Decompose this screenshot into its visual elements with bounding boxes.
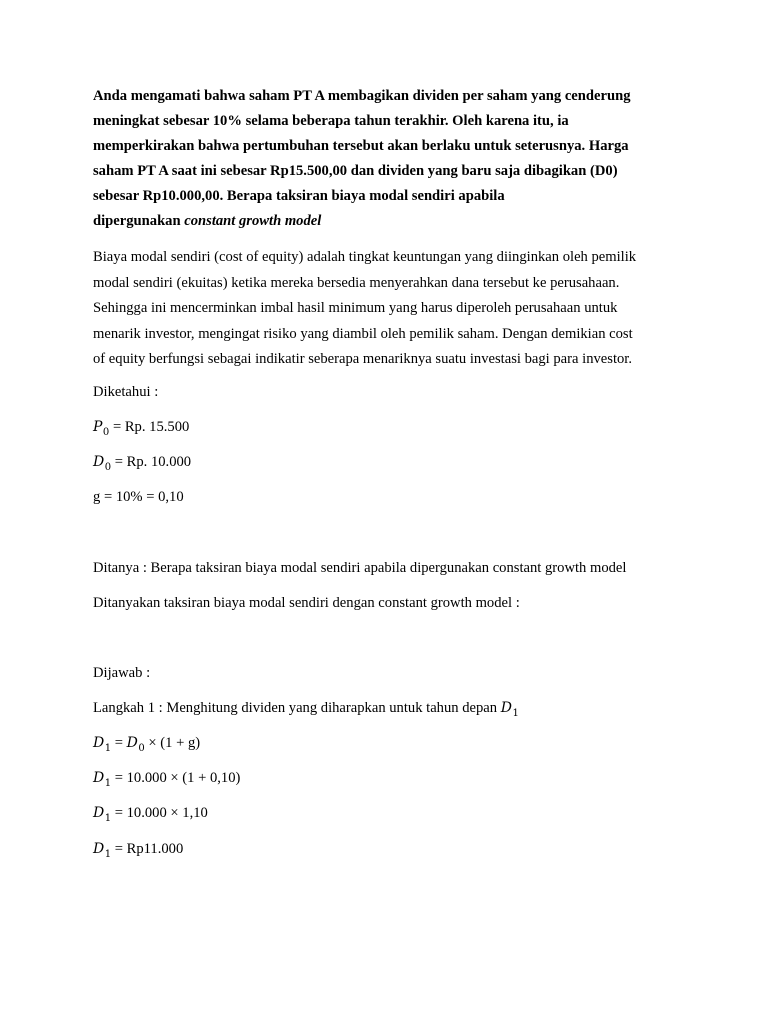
- p0-var: P: [93, 419, 103, 435]
- eq4-var: D: [93, 841, 105, 857]
- question-line: memperkirakan bahwa pertumbuhan tersebut akan berlaku untuk seterusnya. Harga: [93, 138, 629, 154]
- question-last-prefix: dipergunakan: [93, 213, 181, 229]
- equation-4: [93, 839, 183, 861]
- eq3-rest: = 10.000 × 1,10: [111, 805, 208, 821]
- eq2-var: D: [93, 770, 105, 786]
- p0-value: = Rp. 15.500: [109, 419, 190, 435]
- explanation-line: modal sendiri (ekuitas) ketika mereka bersedia menyerahkan dana tersebut ke perusahaan.: [93, 274, 620, 291]
- explanation-line: Sehingga ini mencerminkan imbal hasil minimum yang harus diperoleh perusahaan untuk: [93, 300, 618, 316]
- eq1-sub2: 0: [138, 743, 145, 754]
- explanation-paragraph: [93, 245, 683, 373]
- equation-3: [93, 803, 208, 825]
- d0-var: D: [93, 454, 105, 470]
- eq4-rest: = Rp11.000: [111, 841, 184, 857]
- p0-sub: 0: [102, 427, 110, 438]
- question-line: sebesar Rp10.000,00. Berapa taksiran biaya modal sendiri apabila: [93, 188, 505, 204]
- explanation-line: Biaya modal sendiri (cost of equity) adalah tingkat keuntungan yang diinginkan oleh pemilik: [93, 249, 637, 265]
- eq1-var1: D: [93, 735, 105, 751]
- eq3-var: D: [93, 805, 105, 821]
- equation-2: [93, 768, 240, 790]
- known-p0: [93, 417, 189, 439]
- equation-1: [93, 733, 200, 755]
- question-line-last: [93, 209, 673, 234]
- answer-label: Dijawab :: [93, 665, 151, 681]
- d0-value: = Rp. 10.000: [111, 454, 192, 470]
- step1-line: [93, 698, 519, 720]
- question-paragraph: [93, 84, 673, 234]
- d0-sub: 0: [104, 462, 112, 473]
- step1-var: D: [500, 700, 512, 716]
- eq4-sub: 1: [104, 849, 112, 860]
- eq3-sub: 1: [104, 813, 112, 824]
- eq1-var2: D: [126, 735, 138, 751]
- explanation-line: menarik investor, mengingat risiko yang diambil oleh pemilik saham. Dengan demikian cost: [93, 325, 633, 342]
- asked-line-1: Ditanya : Berapa taksiran biaya modal sendiri apabila dipergunakan constant growth model: [93, 560, 627, 576]
- step1-text: Langkah 1 : Menghitung dividen yang diharapkan untuk tahun depan: [93, 700, 501, 716]
- eq2-rest: = 10.000 × (1 + 0,10): [111, 770, 241, 786]
- eq1-mid: =: [111, 735, 127, 751]
- asked-line-2: Ditanyakan taksiran biaya modal sendiri dengan constant growth model :: [93, 595, 520, 611]
- eq1-rest: × (1 + g): [144, 735, 201, 751]
- question-line: meningkat sebesar 10% selama beberapa tahun terakhir. Oleh karena itu, ia: [93, 113, 569, 129]
- known-label: Diketahui :: [93, 384, 159, 400]
- question-line: saham PT A saat ini sebesar Rp15.500,00 dan dividen yang baru saja dibagikan (D0): [93, 163, 618, 179]
- known-g: g = 10% = 0,10: [93, 489, 184, 505]
- eq2-sub: 1: [104, 778, 112, 789]
- question-last-italic: constant growth model: [184, 213, 322, 229]
- eq1-sub1: 1: [104, 743, 112, 754]
- step1-sub: 1: [512, 708, 519, 719]
- explanation-line: of equity berfungsi sebagai indikatir seberapa menariknya suatu investasi bagi para investor.: [93, 351, 632, 367]
- question-line: Anda mengamati bahwa saham PT A membagikan dividen per saham yang cenderung: [93, 88, 631, 104]
- known-d0: [93, 452, 191, 474]
